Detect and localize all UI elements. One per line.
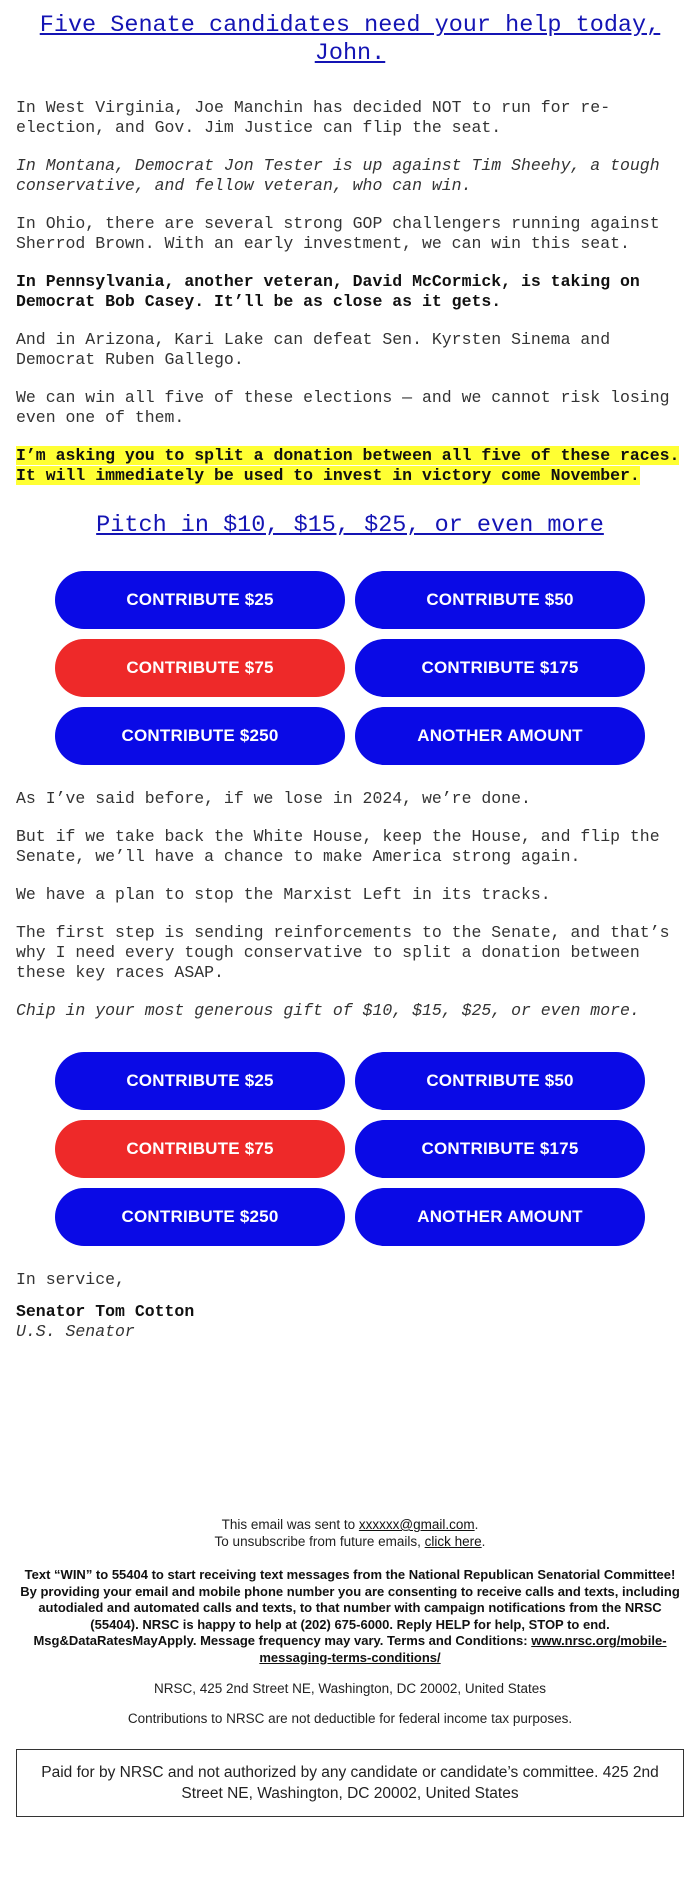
sms-legal-body: Text “WIN” to 55404 to start receiving text messages from the National Republican Senatorial Committee! By providing your email and mobile phone number you are consenting to receive calls and texts, including autodialed and automated calls and texts, to that number with campaign notifications from the NRSC (55404). NRSC is happy to help at (202) 675-6000. Reply HELP for help, STOP to end. Msg&DataRatesMayApply. Message frequency may vary. Terms and Conditions: bbox=[20, 1567, 680, 1648]
contribute-175-button[interactable]: CONTRIBUTE $175 bbox=[355, 1120, 645, 1178]
paragraph-chip-in: Chip in your most generous gift of $10, $15, $25, or even more. bbox=[16, 1001, 640, 1020]
paragraph-lose-2024: As I’ve said before, if we lose in 2024, we’re done. bbox=[16, 789, 531, 808]
paragraph-arizona: And in Arizona, Kari Lake can defeat Sen. Kyrsten Sinema and Democrat Ruben Gallego. bbox=[16, 330, 611, 369]
terms-link[interactable]: www.nrsc.org/mobile-messaging-terms-conditions/ bbox=[259, 1633, 667, 1665]
sent-to-line bbox=[0, 1516, 700, 1533]
contribute-50-button[interactable]: CONTRIBUTE $50 bbox=[355, 571, 645, 629]
contribute-250-button[interactable]: CONTRIBUTE $250 bbox=[55, 707, 345, 765]
signature-block bbox=[0, 1270, 700, 1342]
sent-to-label: This email was sent to bbox=[221, 1517, 359, 1532]
paid-for-disclaimer: Paid for by NRSC and not authorized by any candidate or candidate’s committee. 425 2nd Street NE, Washington, DC 20002, United States bbox=[16, 1749, 684, 1817]
unsubscribe-label: To unsubscribe from future emails, bbox=[214, 1534, 425, 1549]
unsubscribe-link[interactable]: click here bbox=[424, 1534, 482, 1549]
signoff: In service, bbox=[16, 1270, 125, 1289]
contribute-75-button[interactable]: CONTRIBUTE $75 bbox=[55, 639, 345, 697]
paragraph-pennsylvania: In Pennsylvania, another veteran, David McCormick, is taking on Democrat Bob Casey. It’ll be as close as it gets. bbox=[16, 272, 640, 311]
contribute-250-button[interactable]: CONTRIBUTE $250 bbox=[55, 1188, 345, 1246]
paragraph-plan: We have a plan to stop the Marxist Left in its tracks. bbox=[16, 885, 551, 904]
paragraph-montana: In Montana, Democrat Jon Tester is up against Tim Sheehy, a tough conservative, and fellow veteran, who can win. bbox=[16, 156, 660, 195]
headline-link[interactable]: Five Senate candidates need your help today, John. bbox=[39, 12, 661, 67]
sent-to-suffix: . bbox=[474, 1517, 479, 1532]
another-amount-button[interactable]: ANOTHER AMOUNT bbox=[355, 707, 645, 765]
recipient-email-link[interactable]: xxxxxx@gmail.com bbox=[358, 1517, 475, 1532]
email-footer bbox=[0, 1516, 700, 1817]
email-body bbox=[0, 98, 700, 486]
highlight-paragraph bbox=[16, 446, 684, 486]
highlight-text: I’m asking you to split a donation between all five of these races. It will immediately be used to invest in victory come November. bbox=[16, 446, 680, 485]
footer-address: NRSC, 425 2nd Street NE, Washington, DC 20002, United States bbox=[154, 1681, 546, 1696]
another-amount-button[interactable]: ANOTHER AMOUNT bbox=[355, 1188, 645, 1246]
donation-buttons-top bbox=[55, 571, 645, 765]
signature-title: U.S. Senator bbox=[16, 1322, 135, 1341]
contribute-75-button[interactable]: CONTRIBUTE $75 bbox=[55, 1120, 345, 1178]
pitch-in-link[interactable]: Pitch in $10, $15, $25, or even more bbox=[96, 512, 604, 539]
signature-name: Senator Tom Cotton bbox=[16, 1302, 195, 1321]
contribute-175-button[interactable]: CONTRIBUTE $175 bbox=[355, 639, 645, 697]
unsubscribe-suffix: . bbox=[481, 1534, 486, 1549]
sms-legal-text bbox=[16, 1567, 684, 1666]
paragraph-west-virginia: In West Virginia, Joe Manchin has decided NOT to run for re-election, and Gov. Jim Justice can flip the seat. bbox=[16, 98, 611, 137]
paragraph-white-house: But if we take back the White House, keep the House, and flip the Senate, we’ll have a chance to make America strong again. bbox=[16, 827, 660, 866]
unsubscribe-line bbox=[0, 1533, 700, 1550]
tax-note: Contributions to NRSC are not deductible for federal income tax purposes. bbox=[127, 1711, 573, 1726]
contribute-25-button[interactable]: CONTRIBUTE $25 bbox=[55, 1052, 345, 1110]
contribute-25-button[interactable]: CONTRIBUTE $25 bbox=[55, 571, 345, 629]
paragraph-first-step: The first step is sending reinforcements to the Senate, and that’s why I need every tough conservative to split a donation between these key races ASAP. bbox=[16, 923, 670, 982]
donation-buttons-bottom bbox=[55, 1052, 645, 1246]
email-body-middle bbox=[0, 789, 700, 1021]
paragraph-ohio: In Ohio, there are several strong GOP challengers running against Sherrod Brown. With an early investment, we can win this seat. bbox=[16, 214, 660, 253]
contribute-50-button[interactable]: CONTRIBUTE $50 bbox=[355, 1052, 645, 1110]
paragraph-win-all-five: We can win all five of these elections — and we cannot risk losing even one of them. bbox=[16, 388, 670, 427]
